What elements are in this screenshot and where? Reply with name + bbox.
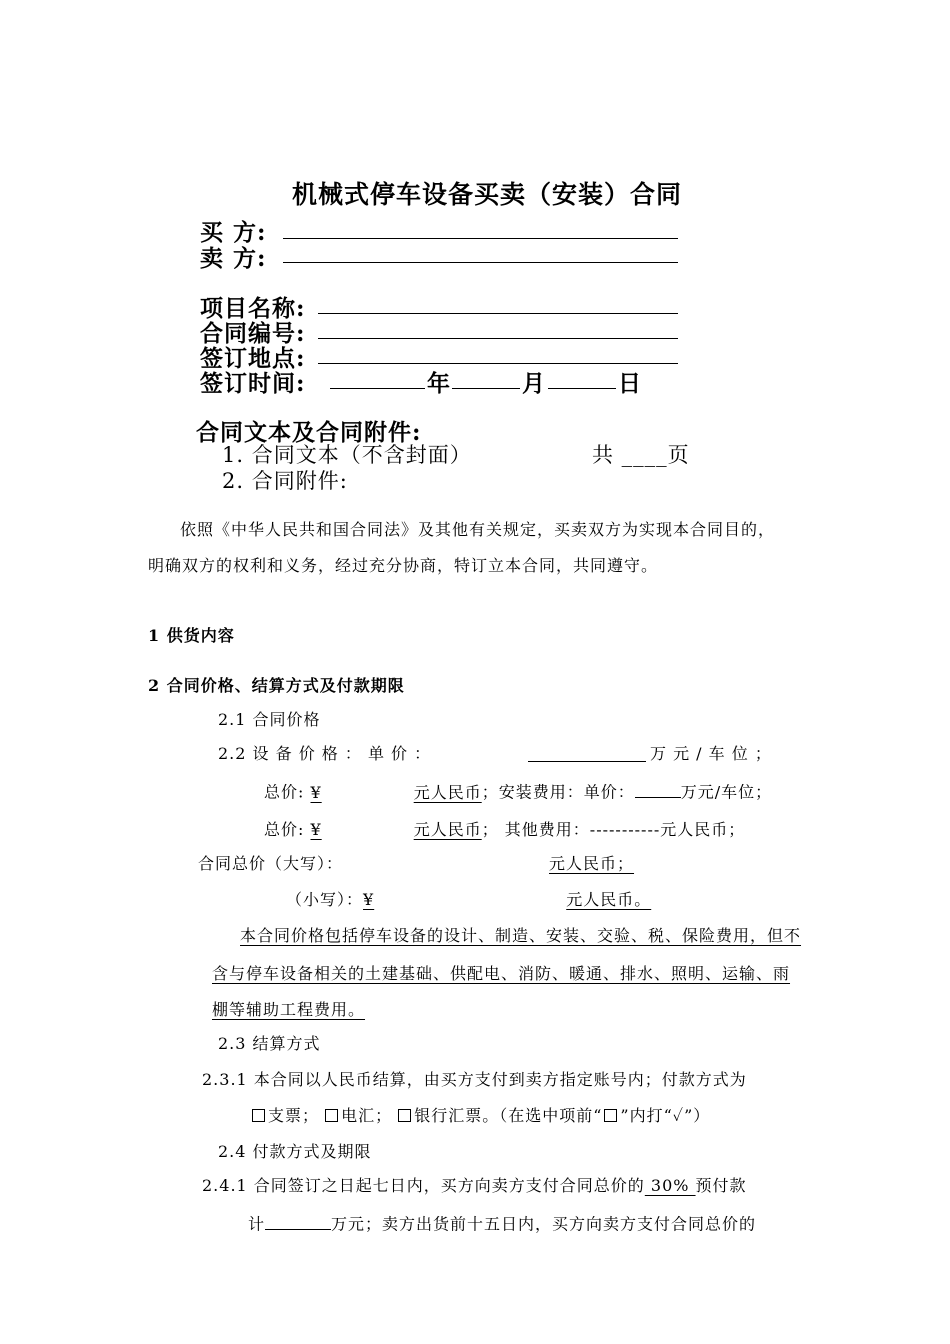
install-unit-price-blank xyxy=(635,779,681,798)
year-label: 年 xyxy=(427,370,451,397)
intro-line-2: 明确双方的权利和义务，经过充分协商，特订立本合同，共同遵守。 xyxy=(148,556,659,575)
total-2-amount: ¥ 元人民币 xyxy=(310,820,482,839)
other-fee-unit: 元人民币； xyxy=(660,820,746,839)
month-label: 月 xyxy=(522,370,546,397)
total-upper-line xyxy=(198,851,634,874)
cheque-label: 支票； xyxy=(268,1106,320,1125)
seller-label: 卖 方: xyxy=(200,245,267,272)
scope-line-3: 棚等辅助工程费用。 xyxy=(212,1000,366,1019)
total-2-label: 总价: xyxy=(264,820,305,839)
cheque-checkbox[interactable] xyxy=(252,1109,265,1122)
day-label: 日 xyxy=(618,370,642,397)
total-1-label: 总价: xyxy=(264,782,305,802)
total-lower-line xyxy=(286,887,651,910)
scope-line-1: 本合同价格包括停车设备的设计、制造、安装、交验、税、保险费用，但不 xyxy=(240,926,802,945)
seller-blank xyxy=(283,262,678,263)
clause-2-2-label: 2.2 设 备 价 格 ： 单 价 ： xyxy=(218,744,432,763)
project-name-blank xyxy=(318,313,678,314)
buyer-label: 买 方: xyxy=(200,219,267,246)
total-upper-amount: 元人民币； xyxy=(549,854,635,873)
sign-place-label: 签订地点: xyxy=(200,345,306,372)
project-name-label: 项目名称: xyxy=(200,295,306,322)
year-blank xyxy=(330,388,425,389)
total-upper-label: 合同总价（大写）： xyxy=(198,854,344,873)
attachment-item-1-pages: 共 ____页 xyxy=(592,443,690,467)
other-fee-blank: ----------- xyxy=(589,820,661,839)
clause-2-3-1-line-1: 2.3.1 本合同以人民币结算，由买方支付到卖方指定账号内；付款方式为 xyxy=(202,1070,747,1089)
total-lower-label: （小写）： xyxy=(286,890,364,909)
install-fee-label: ；安装费用：单价： xyxy=(481,782,635,802)
contract-title: 机械式停车设备买卖（安装）合同 xyxy=(292,180,683,209)
draft-label: 银行汇票。（在选中项前“ xyxy=(414,1106,603,1125)
scope-line-2: 含与停车设备相关的土建基础、供配电、消防、暖通、排水、照明、运输、雨 xyxy=(212,964,791,983)
clause-2-4: 2.4 付款方式及期限 xyxy=(218,1142,372,1161)
prepay-percent: 30% xyxy=(644,1176,696,1195)
clause-2-4-1-line-1: 2.4.1 合同签订之日起七日内，买方向卖方支付合同总价的 30% 预付款 xyxy=(202,1176,747,1195)
contract-no-label: 合同编号: xyxy=(200,320,306,347)
other-fee-label: ； 其他费用： xyxy=(481,820,590,839)
clause-2-3: 2.3 结算方式 xyxy=(218,1034,321,1053)
unit-price-blank xyxy=(528,761,646,762)
sign-place-blank xyxy=(318,363,678,364)
total-price-line-2 xyxy=(264,817,745,840)
section-2-heading: 2 合同价格、结算方式及付款期限 xyxy=(148,676,405,695)
per-space-unit: 万元/车位； xyxy=(680,782,773,802)
wire-label: 电汇； xyxy=(341,1106,393,1125)
draft-checkbox[interactable] xyxy=(398,1109,411,1122)
section-1-heading: 1 供货内容 xyxy=(148,626,235,645)
prepay-amount-blank xyxy=(265,1211,331,1230)
total-1-amount: ¥ 元人民币 xyxy=(310,782,482,802)
attachments-heading: 合同文本及合同附件: xyxy=(196,419,422,446)
intro-line-1: 依照《中华人民共和国合同法》及其他有关规定，买卖双方为实现本合同目的， xyxy=(180,520,776,539)
month-blank xyxy=(452,388,520,389)
clause-2-2-unit: 万 元 / 车 位 ； xyxy=(650,744,772,763)
contract-no-blank xyxy=(318,338,678,339)
example-checkbox-icon xyxy=(604,1109,617,1122)
sign-time-label: 签订时间: xyxy=(200,370,306,397)
total-lower-amount: ¥ 元人民币。 xyxy=(363,890,652,909)
day-blank xyxy=(548,388,616,389)
buyer-blank xyxy=(283,238,678,239)
option-note-end: ”内打“✓”） xyxy=(620,1106,711,1125)
payment-options xyxy=(252,1103,710,1126)
attachment-item-2: 2. 合同附件: xyxy=(222,469,348,493)
wire-checkbox[interactable] xyxy=(325,1109,338,1122)
clause-2-4-1-line-2: 计 万元；卖方出货前十五日内，买方向卖方支付合同总价的 xyxy=(248,1211,756,1235)
clause-2-1: 2.1 合同价格 xyxy=(218,710,321,729)
total-price-line-1 xyxy=(264,779,772,803)
attachment-item-1: 1. 合同文本（不含封面） xyxy=(222,443,472,467)
